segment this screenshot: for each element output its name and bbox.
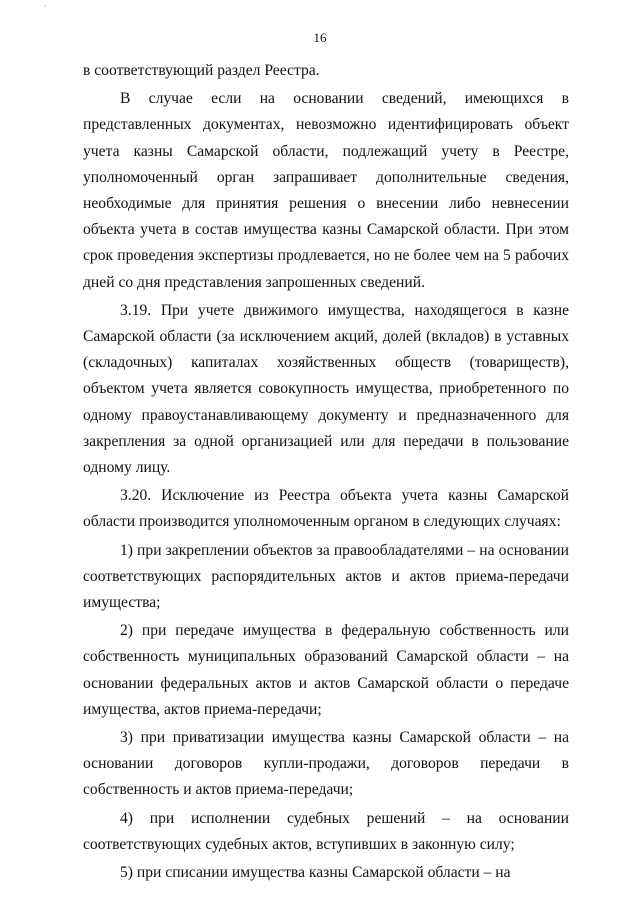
list-item-1: 1) при закреплении объектов за правообладателями – на основании соответствующих распорядительных актов и актов приема-передачи имущества; (83, 541, 569, 612)
page-number: 16 (313, 30, 327, 45)
paragraph-3-20: 3.20. Исключение из Реестра объекта учета казны Самарской области производится уполномоченным органом в следующих случаях: (83, 487, 569, 531)
corner-mark: ` (44, 4, 47, 13)
list-item-5: 5) при списании имущества казны Самарской области – на (120, 864, 511, 882)
paragraph-3-19: 3.19. При учете движимого имущества, находящегося в казне Самарской области (за исключением акций, долей (вкладов) в уставных (складочных) капиталах хозяйственных обществ (товариществ), объектом учета является совокупность имущества, приобретенного по одному правоустанавливающему документу и предназначенного для закрепления за одной организацией или для передачи в пользование одному лицу. (83, 301, 569, 477)
paragraph-continuation: в соответствующий раздел Реестра. (83, 62, 320, 79)
paragraph-identification: В случае если на основании сведений, имеющихся в представленных документах, невозможно идентифицировать объект учета казны Самарской области, подлежащий учету в Реестре, уполномоченный орган запрашивает дополнительные сведения, необходимые для принятия решения о внесении либо невнесении объекта учета в состав имущества казны Самарской области. При этом срок проведения экспертизы продлевается, но не более чем на 5 рабочих дней со дня представления запрошенных сведений. (83, 90, 569, 291)
list-item-3: 3) при приватизации имущества казны Самарской области – на основании договоров купли-продажи, договоров передачи в собственность и актов приема-передачи; (83, 729, 569, 799)
body-text (83, 58, 569, 886)
list-item-2: 2) при передаче имущества в федеральную собственность или собственность муниципальных образований Самарской области – на основании федеральных актов и актов Самарской области о передаче имущества, актов приема-передачи; (83, 622, 569, 718)
list-item-4: 4) при исполнении судебных решений – на основании соответствующих судебных актов, вступивших в законную силу; (83, 809, 569, 853)
